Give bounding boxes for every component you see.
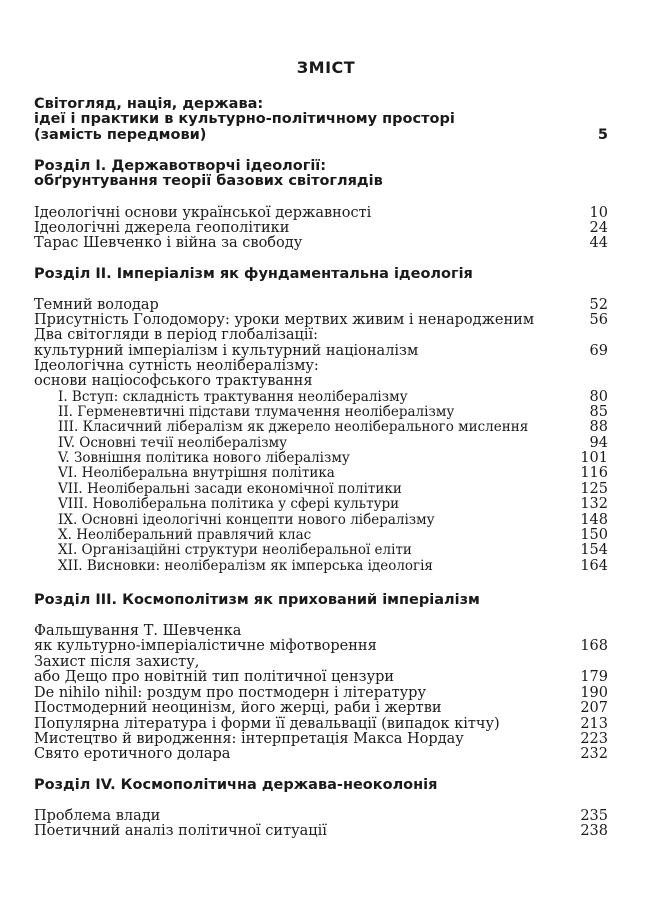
toc-entry: Постмодерний неоцинізм, його жерці, раби і жертви — [34, 700, 442, 716]
toc-entry: XI. Організаційні структури неоліберальної еліти — [58, 542, 412, 558]
toc-entry: Свято еротичного долара — [34, 746, 231, 762]
toc-page-number: 164 — [580, 558, 608, 574]
toc-entry: як культурно-імперіалістичне міфотворення — [34, 638, 377, 654]
toc-entry: Поетичний аналіз політичної ситуації — [34, 823, 327, 839]
toc-page-number: 223 — [580, 731, 608, 747]
toc-entry: основи націософського трактування — [34, 373, 313, 389]
toc-entry: VII. Неоліберальні засади економічної політики — [58, 481, 402, 497]
toc-page-number: 235 — [580, 808, 608, 824]
toc-page-number: 24 — [589, 220, 608, 236]
toc-entry: Фальшування Т. Шевченка — [34, 623, 242, 639]
toc-page-number: 80 — [589, 389, 608, 405]
toc-page-number: 213 — [580, 716, 608, 732]
toc-page-number: 69 — [589, 343, 608, 359]
toc-entry: Два світогляди в період глобалізації: — [34, 327, 319, 343]
toc-page-number: 85 — [589, 404, 608, 420]
toc-entry: Захист після захисту, — [34, 654, 200, 670]
toc-entry: Мистецтво й виродження: інтерпретація Макса Нордау — [34, 731, 464, 747]
toc-page-number: 52 — [589, 297, 608, 313]
page-title: ЗМІСТ — [296, 58, 356, 77]
toc-entry: Ідеологічні джерела геополітики — [34, 220, 290, 236]
toc-page-number: 101 — [580, 450, 608, 466]
toc-heading: Світогляд, нація, держава: — [34, 96, 264, 112]
toc-entry: V. Зовнішня політика нового лібералізму — [58, 450, 350, 466]
toc-entry: або Дещо про новітній тип політичної цензури — [34, 669, 395, 685]
toc-page-number: 148 — [580, 512, 608, 528]
toc-entry: VI. Неоліберальна внутрішня політика — [58, 465, 335, 481]
toc-page-number: 238 — [580, 823, 608, 839]
toc-heading: Розділ ІІ. Імперіалізм як фундаментальна ідеологія — [34, 266, 473, 282]
toc-page-number: 132 — [580, 496, 608, 512]
toc-entry: Присутність Голодомору: уроки мертвих живим і ненародженим — [34, 312, 535, 328]
toc-page-number: 190 — [580, 685, 608, 701]
toc-entry: III. Класичний лібералізм як джерело неоліберального мислення — [58, 419, 529, 435]
toc-entry: Популярна література і форми її девальвації (випадок кітчу) — [34, 716, 500, 732]
toc-entry: IV. Основні течії неолібералізму — [58, 435, 288, 451]
toc-entry: IX. Основні ідеологічні концепти нового лібералізму — [58, 512, 435, 528]
toc-page-number: 88 — [589, 419, 608, 435]
toc-page-number: 5 — [597, 127, 608, 143]
toc-entry: культурний імперіалізм і культурний націоналізм — [34, 343, 419, 359]
toc-heading: ідеї і практики в культурно-політичному просторі — [34, 111, 455, 127]
toc-entry: Ідеологічна сутність неолібералізму: — [34, 358, 319, 374]
toc-entry: II. Герменевтичні підстави тлумачення неолібералізму — [58, 404, 455, 420]
toc-entry: VIII. Новоліберальна політика у сфері культури — [58, 496, 400, 512]
toc-page-number: 207 — [580, 700, 608, 716]
toc-entry: X. Неоліберальний правлячий клас — [58, 527, 312, 543]
toc-page-number: 56 — [589, 312, 608, 328]
toc-page-number: 10 — [589, 205, 608, 221]
toc-heading: Розділ ІІІ. Космополітизм як прихований імперіалізм — [34, 592, 480, 608]
toc-entry: Проблема влади — [34, 808, 161, 824]
toc-page-number: 154 — [580, 542, 608, 558]
toc-page-number: 168 — [580, 638, 608, 654]
toc-heading: Розділ IV. Космополітична держава-неоколонія — [34, 777, 438, 793]
toc-entry: XII. Висновки: неолібералізм як імперська ідеологія — [58, 558, 433, 574]
toc-page-number: 116 — [580, 465, 608, 481]
toc-page-number: 150 — [580, 527, 608, 543]
toc-heading: (замість передмови) — [34, 127, 207, 143]
toc-heading: обґрунтування теорії базових світоглядів — [34, 173, 383, 189]
toc-page-number: 125 — [580, 481, 608, 497]
toc-entry: Тарас Шевченко і війна за свободу — [34, 235, 303, 251]
toc-heading: Розділ І. Державотворчі ідеології: — [34, 158, 327, 174]
toc-page-number: 94 — [589, 435, 608, 451]
toc-entry: Темний володар — [34, 297, 159, 313]
toc-page-number: 44 — [589, 235, 608, 251]
toc-entry: I. Вступ: складність трактування неолібералізму — [58, 389, 408, 405]
toc-entry: De nihilo nihil: роздум про постмодерн і літературу — [34, 685, 426, 701]
toc-page-number: 179 — [580, 669, 608, 685]
toc-entry: Ідеологічні основи української державності — [34, 205, 372, 221]
toc-page-number: 232 — [580, 746, 608, 762]
